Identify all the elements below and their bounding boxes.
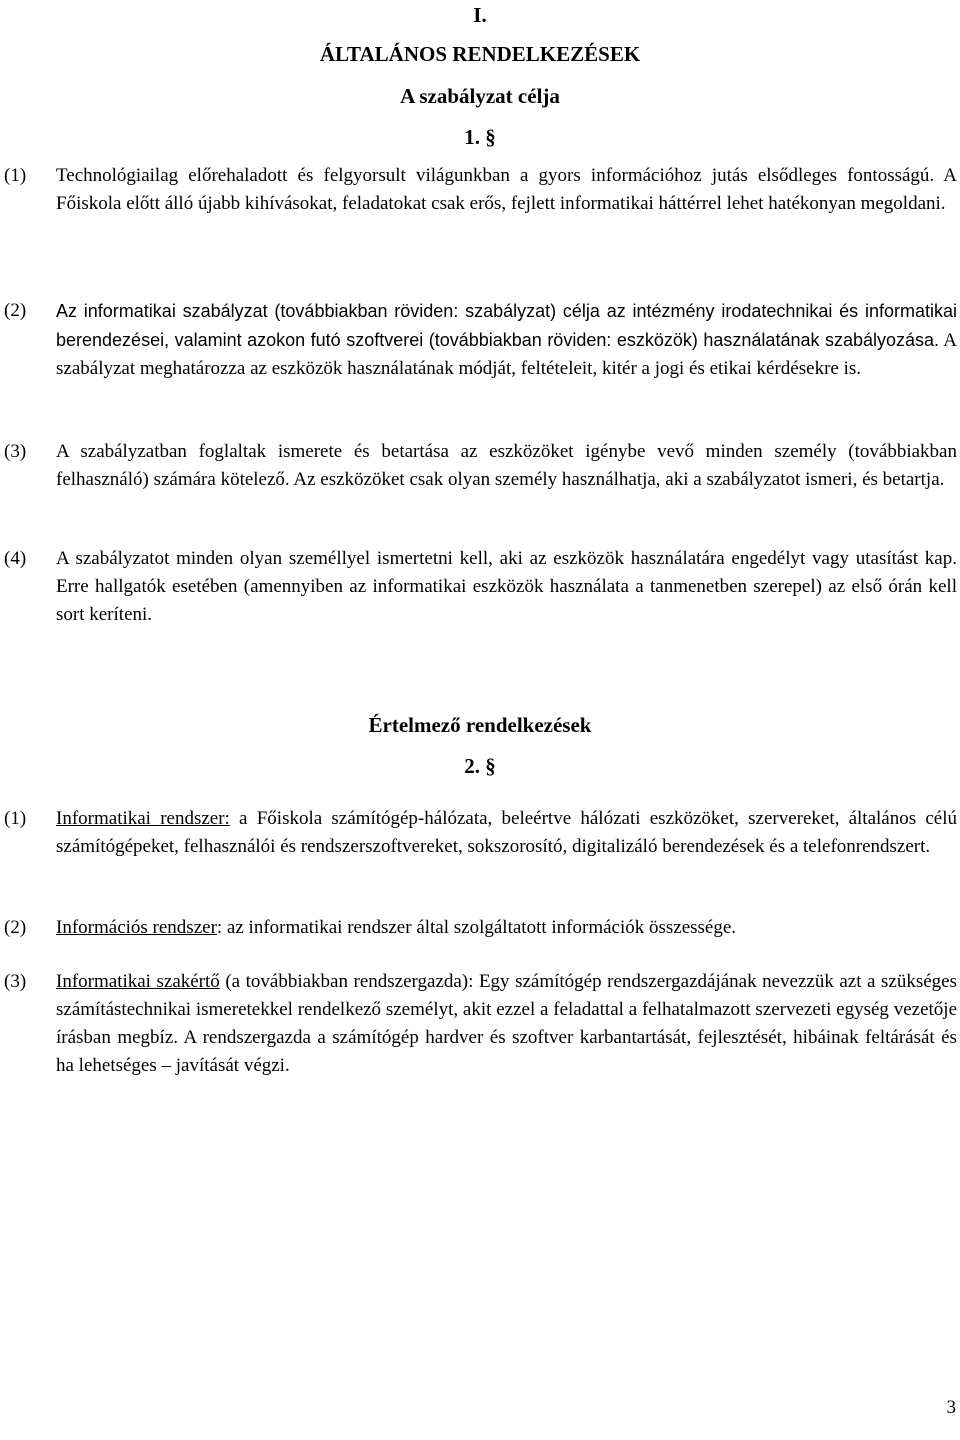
- defined-term: Informatikai rendszer:: [56, 808, 230, 829]
- paragraph-number: (3): [4, 441, 27, 462]
- paragraph-text-serif: A szabályzat meghatározza az eszközök használatának módját, feltételeit, kitér a jogi és etikai kérdésekre is.: [56, 330, 957, 379]
- paragraph-text: [56, 968, 957, 1080]
- paragraph-1-1: [0, 162, 957, 218]
- definition-text: : az informatikai rendszer által szolgáltatott információk összessége.: [216, 917, 737, 938]
- paragraph-text: A szabályzatban foglaltak ismerete és betartása az eszközöket igénybe vevő minden személy (továbbiakban felhasználó) számára kötelező. Az eszközöket csak olyan személy használhatja, aki a szabályzatot ismeri, és betartja.: [56, 441, 957, 490]
- paragraph-number: (1): [4, 165, 27, 186]
- paragraph-number: (2): [4, 300, 27, 321]
- paragraph-number: (3): [4, 971, 27, 992]
- paragraph-1-3: [0, 438, 957, 494]
- definition-text: (a továbbiakban rendszergazda): Egy számítógép rendszergazdájának nevezzük azt a szükséges számítástechnikai ismeretekkel rendelkező személyt, akit ezzel a feladattal a felhatalmazott szervezeti egység vezetője írásban megbíz. A rendszergazda a számítógép hardver és szoftver karbantartását, fejlesztését, hibáinak feltárását és ha lehetséges – javítását végzi.: [56, 971, 957, 1076]
- definition-2: [0, 914, 957, 942]
- paragraph-number: (1): [4, 808, 27, 829]
- defined-term: Információs rendszer: [56, 917, 217, 938]
- chapter-title: ÁLTALÁNOS RENDELKEZÉSEK: [319, 42, 641, 66]
- paragraph-1-2: [0, 297, 957, 383]
- paragraph-text-sans: Az informatikai szabályzat (továbbiakban röviden: szabályzat) célja az intézmény irodatechnikai és informatikai berendezései, valamint azokon futó szoftverei (továbbiakban röviden: eszközök) használatának szabályozása.: [56, 301, 957, 350]
- section-heading: Értelmező rendelkezések: [368, 713, 592, 737]
- paragraph-number: (2): [4, 917, 27, 938]
- paragraph-text: Technológiailag előrehaladott és felgyorsult világunkban a gyors információhoz jutás elsődleges fontosságú. A Főiskola előtt álló újabb kihívásokat, feladatokat csak erős, fejlett informatikai háttérrel lehet hatékonyan megoldani.: [56, 165, 957, 214]
- section-heading: A szabályzat célja: [400, 84, 560, 108]
- chapter-number: I.: [473, 3, 487, 27]
- paragraph-text: A szabályzatot minden olyan személlyel ismertetni kell, aki az eszközök használatára engedélyt vagy utasítást kap. Erre hallgatók esetében (amennyiben az informatikai eszközök használata a tanmenetben szerepel) az első órán kell sort keríteni.: [56, 548, 957, 625]
- page-number: 3: [946, 1397, 956, 1418]
- paragraph-number: (4): [4, 548, 27, 569]
- definition-3: [0, 968, 957, 1080]
- paragraph-text: [56, 297, 957, 383]
- paragraph-text: [56, 914, 957, 942]
- definition-1: [0, 805, 957, 861]
- paragraph-1-4: [0, 545, 957, 629]
- defined-term: Informatikai szakértő: [56, 971, 220, 992]
- definition-text: a Főiskola számítógép-hálózata, beleértve hálózati eszközöket, szervereket, általános célú számítógépeket, felhasználói és rendszerszoftvereket, sokszorosító, digitalizáló berendezések és a telefonrendszert.: [56, 808, 958, 857]
- paragraph-mark: 2. §: [464, 754, 496, 778]
- paragraph-text: [56, 805, 957, 861]
- paragraph-mark: 1. §: [464, 125, 496, 149]
